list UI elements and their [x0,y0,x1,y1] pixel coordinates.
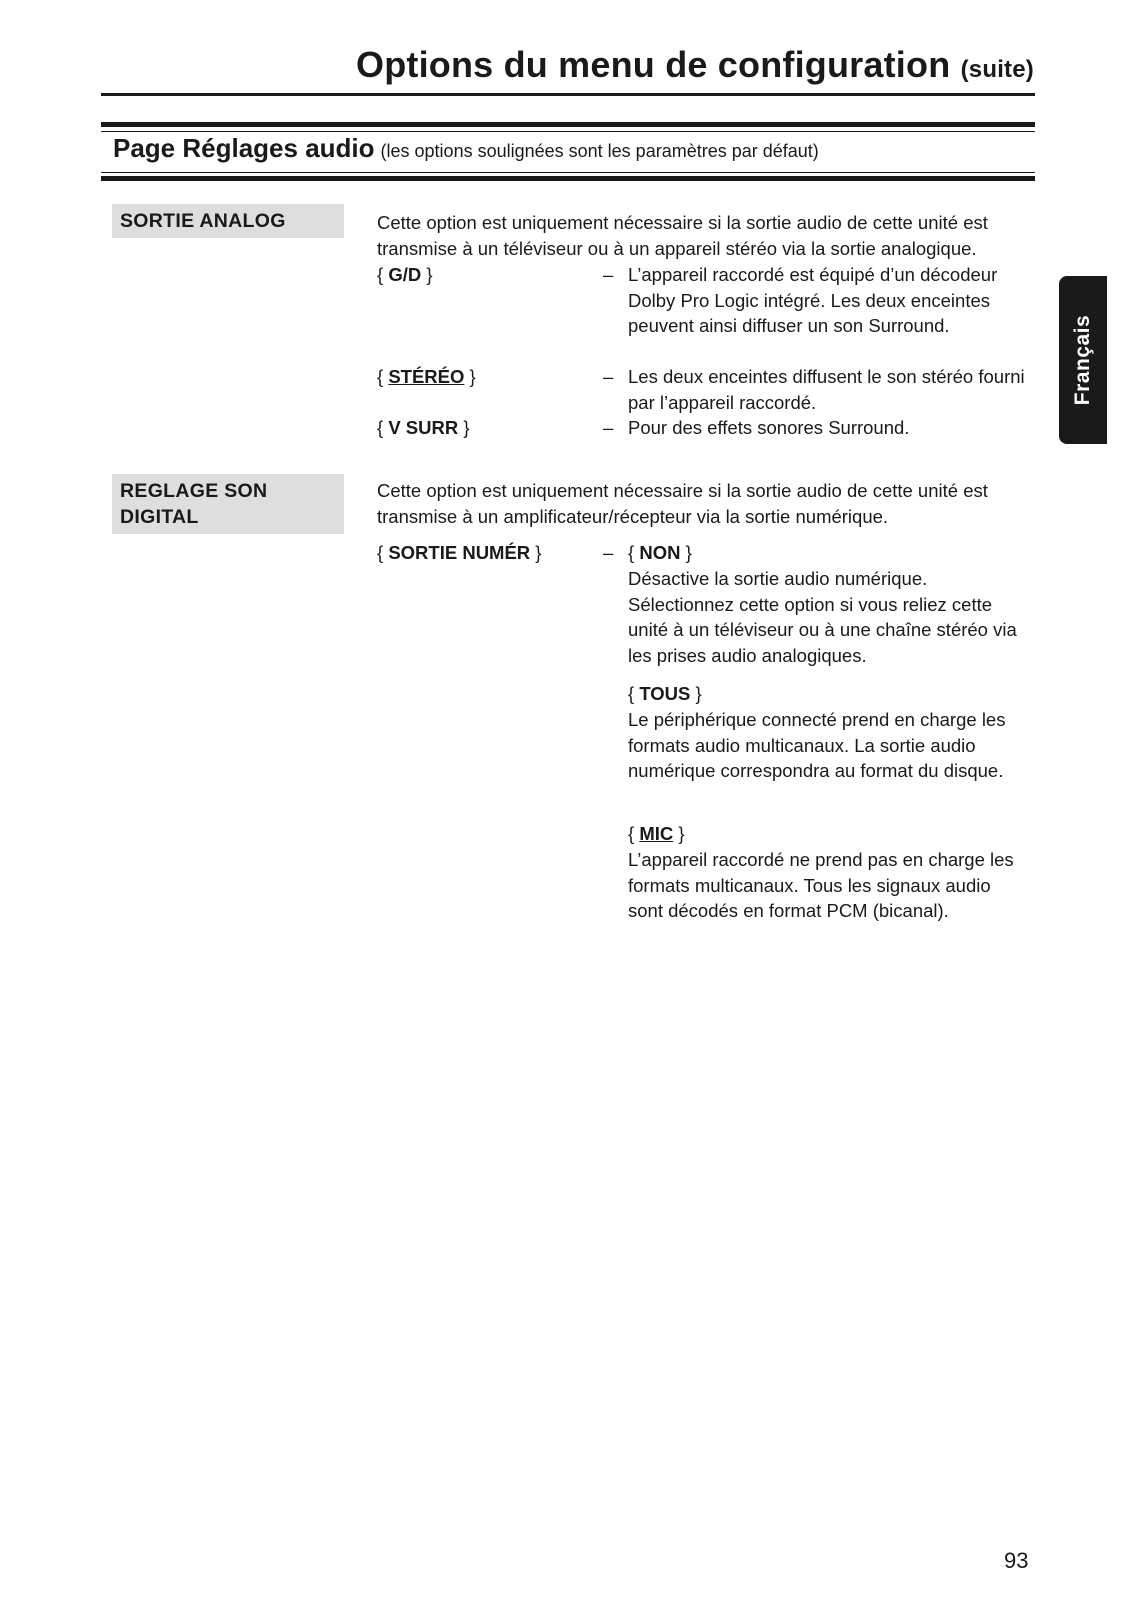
sub-option-non: { NON } [628,542,692,563]
option-stereo: { STÉRÉO } [377,366,476,387]
option-gd-description: L’appareil raccordé est équipé d’un décodeur Dolby Pro Logic intégré. Les deux enceintes peuvent ainsi diffuser un son Surround. [628,264,998,336]
setting-label-line2: DIGITAL [120,506,199,528]
option-v-surr-description: Pour des effets sonores Surround. [628,417,910,438]
sub-option-non-description: Désactive la sortie audio numérique. Sélectionnez cette option si vous reliez cette unité à un téléviseur ou à une chaîne stéréo via les prises audio analogiques. [628,568,1017,666]
title-rule [101,93,1035,96]
sub-option-mic: { MIC } [628,823,685,844]
sub-option-tous-name: TOUS [639,683,691,704]
sub-option-non-name: NON [639,542,681,563]
setting-label-reglage-son-digital [112,474,344,534]
option-sortie-numer: { SORTIE NUMÉR } [377,542,542,563]
page-title-suffix: (suite) [960,56,1034,83]
sub-option-mic-name: MIC [639,823,674,844]
section-header-band [101,122,1035,188]
option-stereo-dash: – [603,366,614,387]
option-gd-dash: – [603,264,614,285]
band-rule-top-thin [101,131,1035,132]
page-number: 93 [1004,1548,1029,1573]
option-v-surr-dash: – [603,417,614,438]
language-tab [1059,276,1107,444]
sub-option-mic-description: L’appareil raccordé ne prend pas en charge les formats multicanaux. Tous les signaux audio sont décodés en format PCM (bicanal). [628,849,1014,921]
option-stereo-description: Les deux enceintes diffusent le son stéréo fourni par l’appareil raccordé. [628,366,1025,413]
setting-label-sortie-analog: SORTIE ANALOG [112,204,344,238]
option-gd-name: G/D [388,264,422,285]
setting-label-line1: REGLAGE SON [120,480,268,502]
section-title: Page Réglages audio [113,133,375,163]
option-sortie-numer-name: SORTIE NUMÉR [388,542,531,563]
sub-option-tous-description: Le périphérique connecté prend en charge les formats audio multicanaux. La sortie audio numérique correspondra au format du disque. [628,709,1006,781]
language-tab-label: Français [1071,314,1094,406]
page-title [356,44,1034,86]
option-v-surr-name: V SURR [388,417,459,438]
band-rule-bottom-thin [101,172,1035,173]
page-title-text: Options du menu de configuration [356,44,951,85]
section-note: (les options soulignées sont les paramètres par défaut) [380,141,819,161]
option-gd: { G/D } [377,264,433,285]
sub-option-tous: { TOUS } [628,683,702,704]
option-v-surr: { V SURR } [377,417,470,438]
sortie-analog-intro: Cette option est uniquement nécessaire si la sortie audio de cette unité est transmise à un téléviseur ou à un appareil stéréo via la sortie analogique. [377,212,988,259]
option-stereo-name: STÉRÉO [388,366,465,387]
section-heading [113,133,819,164]
band-rule-top-thick [101,122,1035,127]
reglage-son-digital-intro: Cette option est uniquement nécessaire si la sortie audio de cette unité est transmise à un amplificateur/récepteur via la sortie numérique. [377,480,988,527]
band-rule-bottom-thick [101,176,1035,181]
option-sortie-numer-dash: – [603,542,614,563]
